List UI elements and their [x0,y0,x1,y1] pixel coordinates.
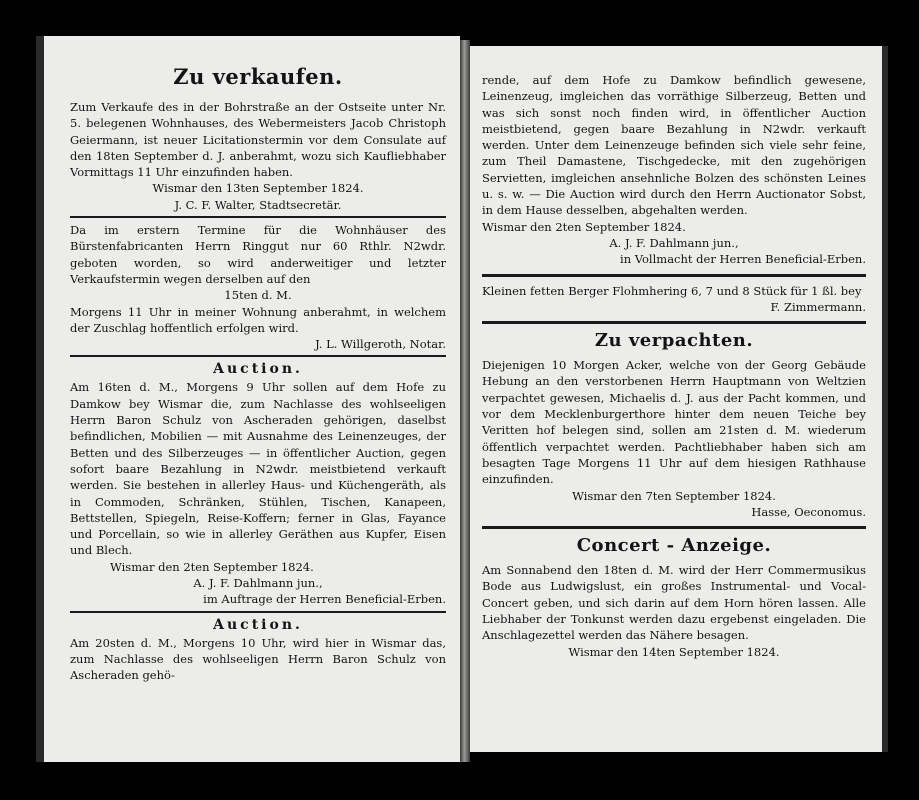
auction-signature-role: im Auftrage der Herren Beneficial-Erben. [203,592,446,607]
herring-text: Kleinen fetten Berger Flohmhering 6, 7 und 8 Stück für 1 ßl. bey [482,283,862,298]
continuation-signature-role: in Vollmacht der Herren Beneficial-Erben. [620,252,866,267]
divider [70,355,446,357]
continuation-text: rende, auf dem Hofe zu Damkow befindlich gewesene, Leinenzeug, imgleichen das vorräthige Silberzeug, Betten und was sich sonst noch finden wird, in öffentlicher Auction meistbietend, gegen baare Bezahlung in N2wdr. verkauft werden. Unter dem Leinenzeuge befinden sich viele sehr feine, zum Theil Damastene, Tischgedecke, mit den zugehörigen Servietten, imgleichen ansehnliche Bolzen des schönsten Leines u. s. w. — Die Auction wird durch den Herrn Auctionator Sobst, in dem Hause desselben, abgehalten werden. [482,73,866,218]
lease-notice [482,330,866,520]
right-page [470,46,888,752]
auction-notice-1 [70,361,446,607]
factory-notice-text2: Morgens 11 Uhr in meiner Wohnung anberahmt, in welchem der Zuschlag hoffentlich erfolgen wird. [70,304,446,335]
auction-heading: Auction. [213,361,303,378]
factory-notice-signature: J. L. Willgeroth, Notar. [315,337,446,352]
divider [482,274,866,277]
auction-heading: Auction. [213,616,303,633]
auction-continuation [482,72,866,268]
auction-text: Am 16ten d. M., Morgens 9 Uhr sollen auf dem Hofe zu Damkow bey Wismar die, zum Nachlasse des wohlseeligen Herrn Baron Schulz von Ascheraden gehörigen, daselbst befindlichen, Mobilien — mit Ausnahme des Leinenzeuges, der Betten und des Silberzeuges — in öffentlicher Auction, gegen sofort baare Bezahlung in N2wdr. meistbietend verkauft werden. Sie bestehen in allerley Haus- und Küchengeräth, als in Commoden, Schränken, Stühlen, Tischen, Kanapeen, Bettstellen, Spiegeln, Reise-Koffern; ferner in Glas, Fayance und Porcellain, so wie in allerley Geräthen aus Kupfer, Eisen und Blech. [70,380,446,558]
factory-notice-text: Da im erstern Termine für die Wohnhäuser des Bürstenfabricanten Herrn Ringgut nur 60 Rthlr. N2wdr. geboten worden, so wird anderweitiger und letzter Verkaufstermin wegen derselben auf den [70,223,446,286]
factory-notice [70,222,446,352]
continuation-date: Wismar den 2ten September 1824. [482,219,686,234]
title-zu-verpachten: Zu verpachten. [594,330,754,352]
divider [482,526,866,529]
auction-notice-2 [70,617,446,684]
title-zu-verkaufen: Zu verkaufen. [173,64,343,89]
herring-notice [482,283,866,316]
lease-text: Diejenigen 10 Morgen Acker, welche von der Georg Gebäude Hebung an den verstorbenen Herrn Hauptmann von Weltzien verpachtet gewesen, Michaelis d. J. aus der Pacht kommen, und vor dem Mecklenburgerthore hinter dem neuen Teiche bey Veritten hof belegen sind, sollen am 21sten d. M. wiederum öffentlich verpachtet werden. Pachtliebhaber haben sich am besagten Tage Morgens 11 Uhr auf dem hiesigen Rathhause einzufinden. [482,358,866,487]
title-concert-anzeige: Concert - Anzeige. [576,535,772,557]
book-gutter [460,40,470,762]
concert-date: Wismar den 14ten September 1824. [568,644,780,659]
divider [482,321,866,324]
concert-text: Am Sonnabend den 18ten d. M. wird der Herr Commermusikus Bode aus Ludwigslust, ein großes Instrumental- und Vocal-Concert geben, und sich darin auf dem Horn hören lassen. Alle Liebhaber der Tonkunst werden dazu ergebenst eingeladen. Die Anschlagezettel werden das Nähere besagen. [482,563,866,643]
auction-date: Wismar den 2ten September 1824. [110,559,314,574]
herring-signature: F. Zimmermann. [770,299,866,314]
sale-notice-text: Zum Verkaufe des in der Bohrstraße an der Ostseite unter Nr. 5. belegenen Wohnhauses, des Webermeisters Jacob Christoph Geiermann, ist neuer Licitationstermin vor dem Consulate auf den 18ten September d. J. anberahmt, wozu sich Kaufliebhaber Vormittags 11 Uhr einzufinden haben. [70,100,446,180]
sale-notice-date: Wismar den 13ten September 1824. [152,181,364,196]
concert-notice [482,535,866,660]
auction-signature-name: A. J. F. Dahlmann jun., [193,576,323,591]
auction-text: Am 20sten d. M., Morgens 10 Uhr, wird hier in Wismar das, zum Nachlasse des wohlseeligen Herrn Baron Schulz von Ascheraden gehö- [70,635,446,683]
sale-notice [70,99,446,213]
sale-notice-signature: J. C. F. Walter, Stadtsecretär. [174,197,342,212]
left-page [36,36,460,762]
lease-date: Wismar den 7ten September 1824. [572,488,776,503]
continuation-signature-name: A. J. F. Dahlmann jun., [609,235,739,250]
lease-signature: Hasse, Oeconomus. [751,504,866,519]
factory-notice-date: 15ten d. M. [224,288,292,303]
divider [70,216,446,218]
divider [70,611,446,613]
